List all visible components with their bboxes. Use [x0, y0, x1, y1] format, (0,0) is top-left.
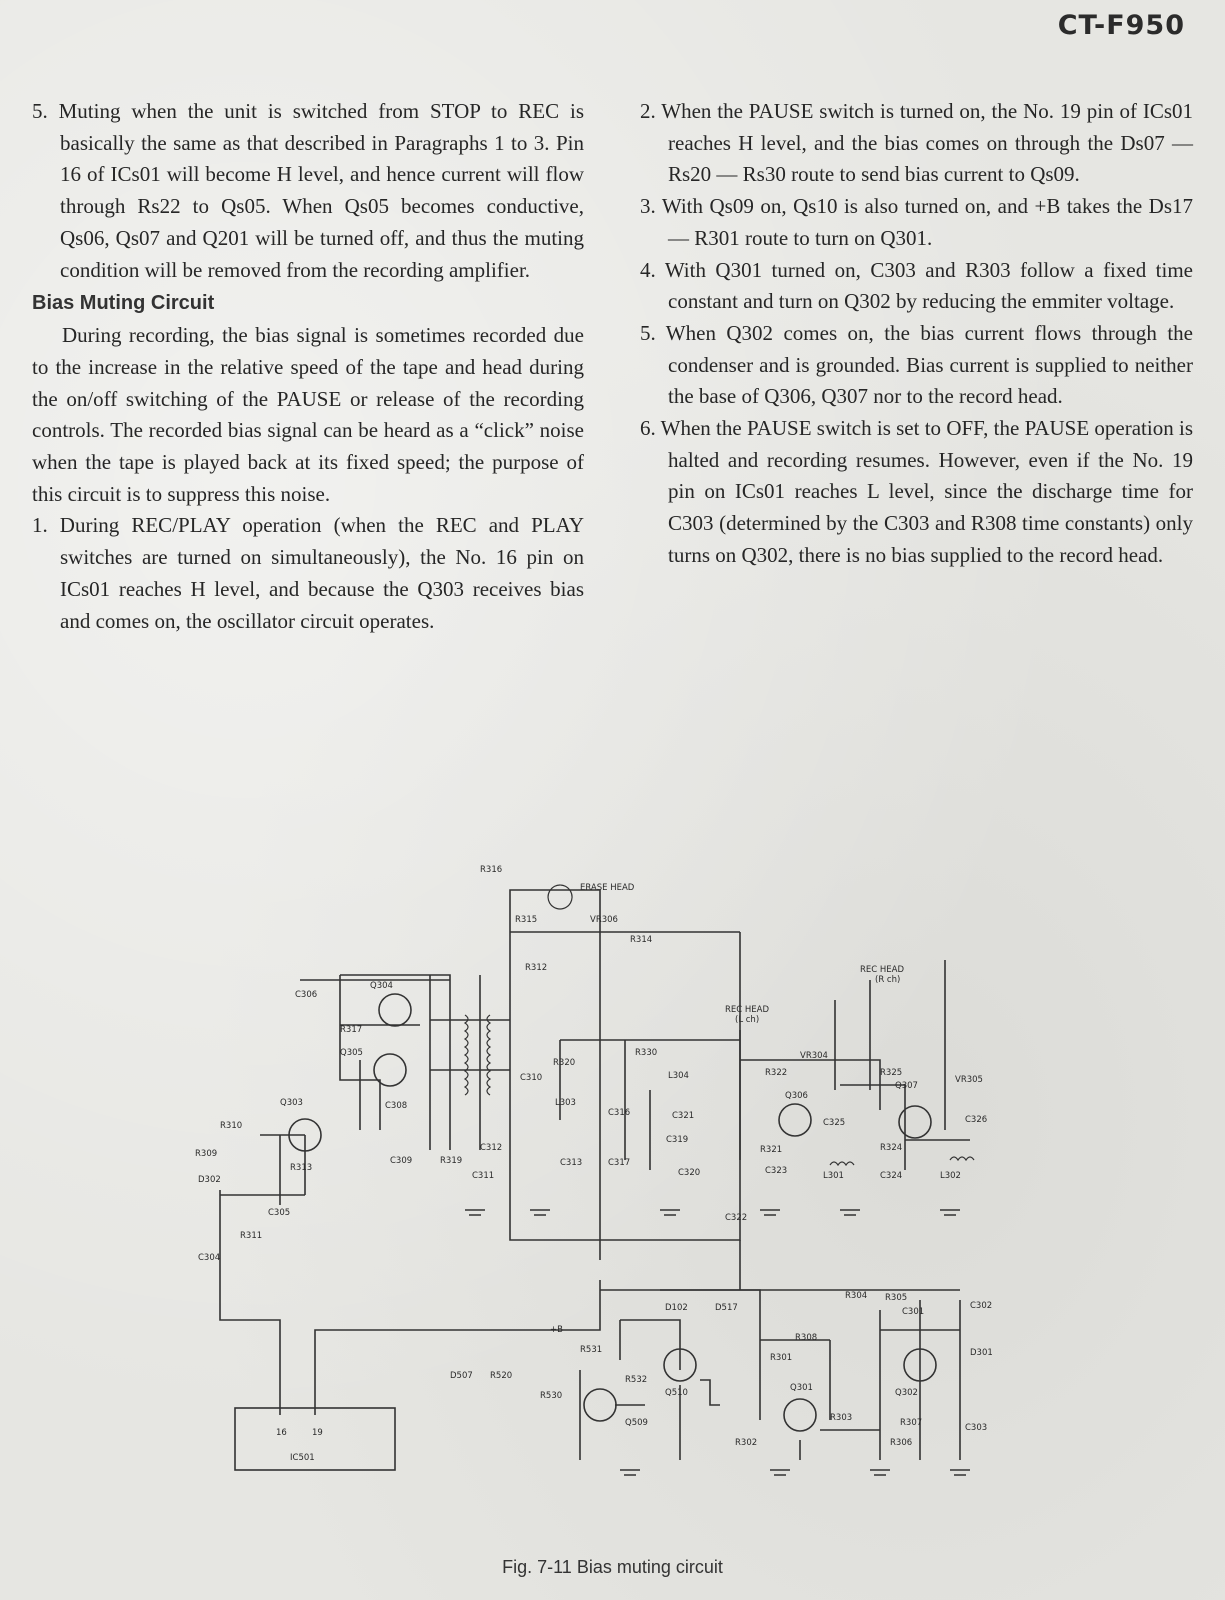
label-d302: D302: [198, 1175, 221, 1185]
model-number: CT-F950: [1057, 10, 1185, 41]
label-q307: Q307: [895, 1081, 918, 1091]
label-l303: L303: [555, 1098, 576, 1108]
list-item-5: 5. When Q302 comes on, the bias current flows through the condenser and is grounded. Bias current is supplied to neither the base of Q306, Q307 nor to the record head.: [640, 320, 1193, 409]
label-r306: R306: [890, 1438, 913, 1448]
label-q304: Q304: [370, 981, 393, 991]
label-r302: R302: [735, 1438, 758, 1448]
label-ic501: IC501: [290, 1453, 315, 1463]
label-c312: C312: [480, 1143, 503, 1153]
label-c317: C317: [608, 1158, 631, 1168]
label-r313: R313: [290, 1163, 313, 1173]
label-q509: Q509: [625, 1418, 648, 1428]
label-d102: D102: [665, 1303, 688, 1313]
schematic-wires: [220, 890, 970, 1460]
label-l301: L301: [823, 1171, 844, 1181]
label-c313: C313: [560, 1158, 583, 1168]
section-heading: Bias Muting Circuit: [32, 292, 215, 315]
label-r321: R321: [760, 1145, 783, 1155]
label-q510: Q510: [665, 1388, 688, 1398]
label-r532: R532: [625, 1375, 648, 1385]
label-r305: R305: [885, 1293, 908, 1303]
label-c316: C316: [608, 1108, 631, 1118]
label-c305: C305: [268, 1208, 291, 1218]
label-rec-head-r-ch: (R ch): [875, 975, 901, 985]
label-c319: C319: [666, 1135, 689, 1145]
list-item-3: 3. With Qs09 on, Qs10 is also turned on, and +B takes the Ds17 — R301 route to turn on Q301.: [640, 194, 1193, 250]
label-r304: R304: [845, 1291, 868, 1301]
label-d517: D517: [715, 1303, 738, 1313]
label-c326: C326: [965, 1115, 988, 1125]
label-b-plus: +B: [550, 1325, 563, 1335]
label-r307: R307: [900, 1418, 923, 1428]
label-d301: D301: [970, 1348, 993, 1358]
label-c322: C322: [725, 1213, 748, 1223]
label-c309: C309: [390, 1156, 413, 1166]
label-q305: Q305: [340, 1048, 363, 1058]
label-q302: Q302: [895, 1388, 918, 1398]
label-r520: R520: [490, 1371, 513, 1381]
label-q303: Q303: [280, 1098, 303, 1108]
label-rec-head-l: REC HEAD: [725, 1005, 770, 1015]
label-c310: C310: [520, 1073, 543, 1083]
label-r530: R530: [540, 1391, 563, 1401]
label-r303: R303: [830, 1413, 853, 1423]
ground-symbols: [465, 1210, 970, 1475]
label-c308: C308: [385, 1101, 408, 1111]
label-r324: R324: [880, 1143, 903, 1153]
list-item-6: 6. When the PAUSE switch is set to OFF, the PAUSE operation is halted and recording resumes. However, even if the No. 19 pin on ICs01 reaches L level, since the discharge time for C303 (determined by the C303 and R308 time constants) only turns on Q302, there is no bias supplied to the record head.: [640, 416, 1193, 567]
left-column: [32, 96, 584, 637]
list-item-1: 1. During REC/PLAY operation (when the REC and PLAY switches are turned on simultaneously), the No. 16 pin on ICs01 reaches H level, and because the Q303 receives bias and comes on, the oscillator circuit operates.: [32, 513, 584, 633]
label-l302: L302: [940, 1171, 961, 1181]
label-r310: R310: [220, 1121, 243, 1131]
label-r531: R531: [580, 1345, 603, 1355]
label-c302: C302: [970, 1301, 993, 1311]
label-c320: C320: [678, 1168, 701, 1178]
label-l304: L304: [668, 1071, 689, 1081]
label-r301: R301: [770, 1353, 793, 1363]
label-rec-head-l-ch: (L ch): [735, 1015, 760, 1025]
label-r319: R319: [440, 1156, 463, 1166]
label-r315: R315: [515, 915, 538, 925]
label-r322: R322: [765, 1068, 788, 1078]
label-vr306: VR306: [590, 915, 618, 925]
label-vr305: VR305: [955, 1075, 983, 1085]
label-c325: C325: [823, 1118, 846, 1128]
bias-muting-schematic: [180, 860, 1000, 1540]
list-item-2: 2. When the PAUSE switch is turned on, the No. 19 pin of ICs01 reaches H level, and the bias comes on through the Ds07 — Rs20 — Rs30 route to send bias current to Qs09.: [640, 99, 1193, 187]
intro-paragraph: During recording, the bias signal is sometimes recorded due to the increase in the relative speed of the tape and head during the on/off switching of the PAUSE or release of the recording controls. The recorded bias signal can be heard as a “click” noise when the tape is played back at its fixed speed; the purpose of this circuit is to suppress this noise.: [32, 323, 584, 506]
label-r309: R309: [195, 1149, 218, 1159]
label-pin-19: 19: [312, 1428, 323, 1438]
paragraph-5-muting: 5. Muting when the unit is switched from STOP to REC is basically the same as that described in Paragraphs 1 to 3. Pin 16 of ICs01 will become H level, and hence current will flow through Rs22 to Qs05. When Qs05 becomes conductive, Qs06, Qs07 and Q201 will be turned off, and thus the muting condition will be removed from the recording amplifier.: [32, 99, 584, 282]
label-d507: D507: [450, 1371, 473, 1381]
label-c306: C306: [295, 990, 318, 1000]
label-c301: C301: [902, 1307, 925, 1317]
label-r312: R312: [525, 963, 548, 973]
label-vr304: VR304: [800, 1051, 828, 1061]
right-column: [640, 96, 1193, 572]
label-r325: R325: [880, 1068, 903, 1078]
label-q306: Q306: [785, 1091, 808, 1101]
label-r308: R308: [795, 1333, 818, 1343]
list-item-4: 4. With Q301 turned on, C303 and R303 follow a fixed time constant and turn on Q302 by reducing the emmiter voltage.: [640, 257, 1193, 314]
label-r311: R311: [240, 1231, 263, 1241]
ic501-box: [235, 1408, 395, 1470]
label-c324: C324: [880, 1171, 903, 1181]
label-c303: C303: [965, 1423, 988, 1433]
label-r317: R317: [340, 1025, 363, 1035]
label-c323: C323: [765, 1166, 788, 1176]
label-c304: C304: [198, 1253, 221, 1263]
label-erase-head: ERASE HEAD: [580, 883, 635, 893]
label-r330: R330: [635, 1048, 658, 1058]
label-pin-16: 16: [276, 1428, 287, 1438]
coil-symbols: [465, 885, 974, 1165]
label-q301: Q301: [790, 1383, 813, 1393]
label-r316: R316: [480, 865, 503, 875]
label-c321: C321: [672, 1111, 695, 1121]
label-r314: R314: [630, 935, 653, 945]
label-rec-head-r: REC HEAD: [860, 965, 905, 975]
figure-caption: Fig. 7-11 Bias muting circuit: [502, 1557, 723, 1577]
label-c311: C311: [472, 1171, 495, 1181]
label-r320: R320: [553, 1058, 576, 1068]
